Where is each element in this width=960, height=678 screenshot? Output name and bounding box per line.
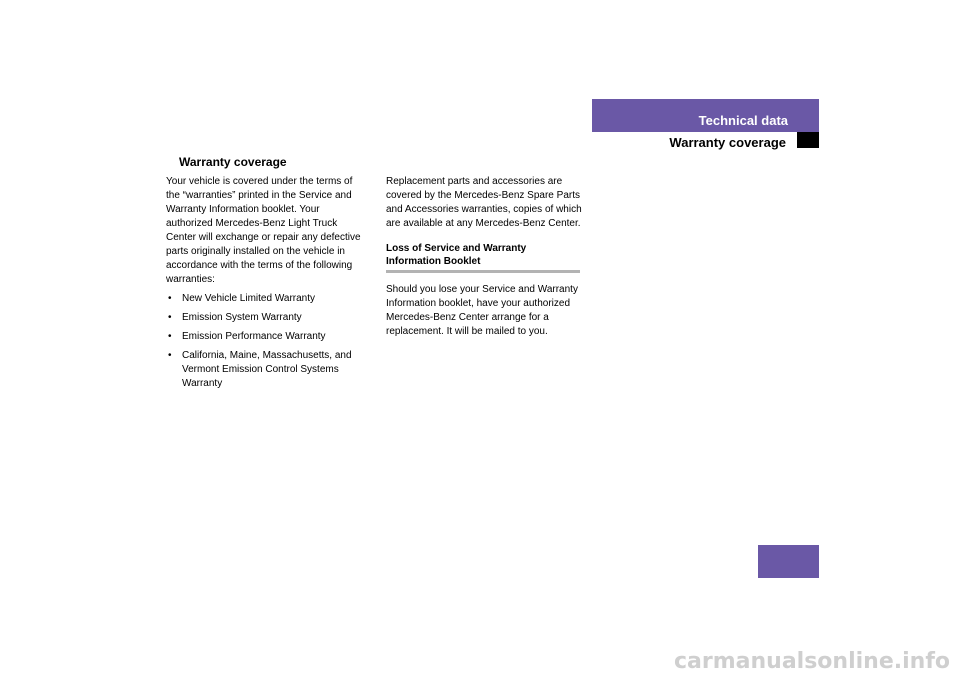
replacement-paragraph: Replacement parts and accessories are covered by the Mercedes-Benz Spare Parts and Accessories warranties, copies of which are available at any Mercedes-Benz Center. xyxy=(386,176,582,229)
list-item-text: Emission Performance Warranty xyxy=(182,331,326,342)
black-tab-marker xyxy=(797,132,819,148)
bullet-icon: • xyxy=(168,312,172,323)
list-item xyxy=(166,330,366,344)
list-item-text: California, Maine, Massachusetts, and Vermont Emission Control Systems Warranty xyxy=(182,350,352,389)
right-column xyxy=(386,175,582,339)
left-column xyxy=(166,175,366,396)
watermark: carmanualsonline.info xyxy=(674,649,950,674)
list-item xyxy=(166,349,366,391)
list-item xyxy=(166,311,366,325)
bullet-icon: • xyxy=(168,293,172,304)
page-heading: Warranty coverage xyxy=(179,155,287,169)
loss-heading: Loss of Service and Warranty Information Booklet xyxy=(386,242,580,273)
list-item xyxy=(166,292,366,306)
bullet-icon: • xyxy=(168,350,172,361)
section-title: Technical data xyxy=(698,113,788,128)
warranty-list xyxy=(166,292,366,391)
list-item-text: New Vehicle Limited Warranty xyxy=(182,293,316,304)
subsection-title: Warranty coverage xyxy=(669,135,786,150)
loss-paragraph: Should you lose your Service and Warranty Information booklet, have your authorized Mercedes-Benz Center arrange for a replacement. It will be mailed to you. xyxy=(386,284,578,337)
list-item-text: Emission System Warranty xyxy=(182,312,302,323)
page-number: 275 xyxy=(906,550,928,565)
bullet-icon: • xyxy=(168,331,172,342)
page-number-box xyxy=(758,545,819,578)
intro-paragraph: Your vehicle is covered under the terms of the “warranties” printed in the Service and Warranty Information booklet. Your authorized Mercedes-Benz Light Truck Center will exchange or repair any defective parts originally installed on the vehicle in accordance with the terms of the following warranties: xyxy=(166,176,361,285)
